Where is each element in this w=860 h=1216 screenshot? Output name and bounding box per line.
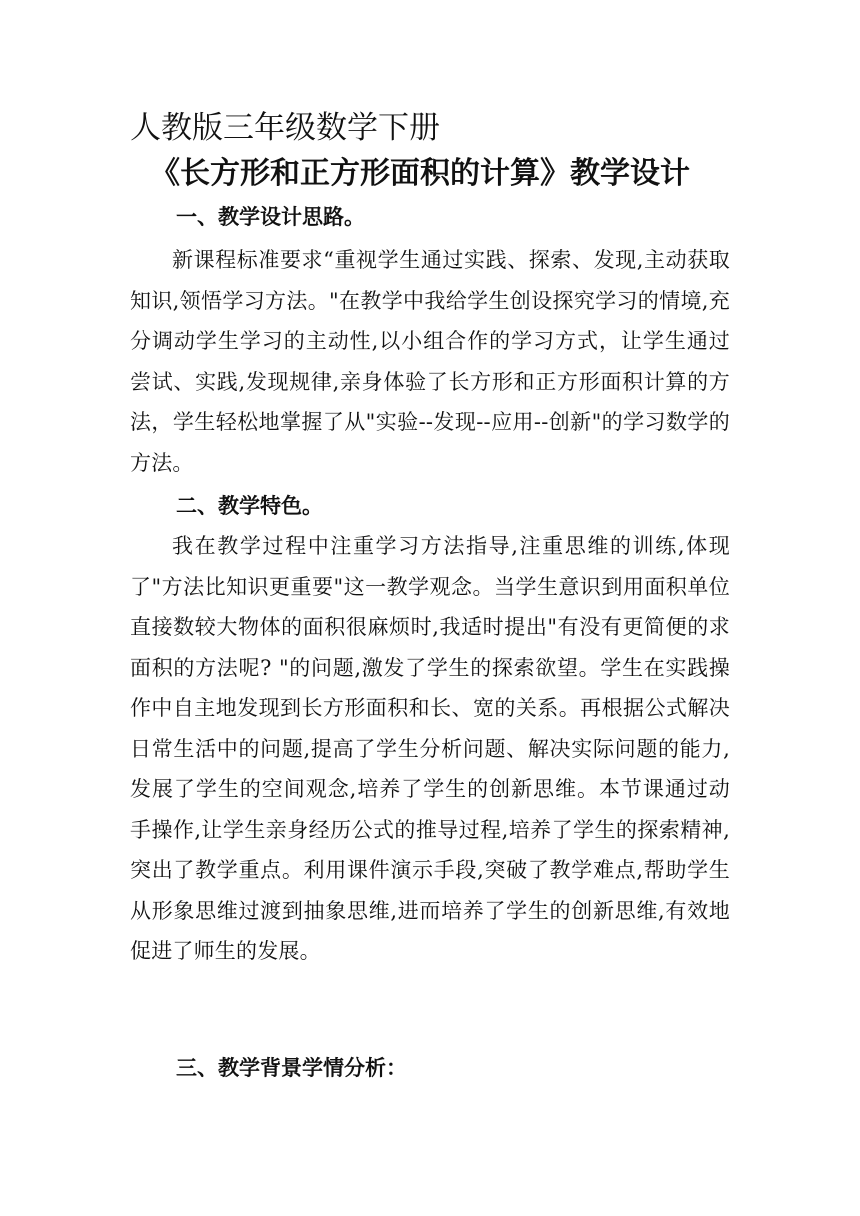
section-paragraph-design-idea: 新课程标准要求“重视学生通过实践、探索、发现,主动获取知识,领悟学习方法。"在教学中我给学生创设探究学习的情境,充分调动学生学习的主动性,以小组合作的学习方式，让学生通过尝试、实践,发现规律,亲身体验了长方形和正方形面积计算的方法，学生轻松地掌握了从"实验--发现--应用--创新"的学习数学的方法。: [130, 248, 730, 475]
section-heading-design-idea: 一、教学设计思路。: [176, 205, 365, 229]
section-heading-background: 三、教学背景学情分析：: [176, 1056, 407, 1080]
document-title-line1: 人教版三年级数学下册: [130, 110, 440, 146]
section-paragraph-features: 我在教学过程中注重学习方法指导,注重思维的训练,体现了"方法比知识更重要"这一教学观念。当学生意识到用面积单位直接数较大物体的面积很麻烦时,我适时提出"有没有更简便的求面积的方法呢? "的问题,激发了学生的探索欲望。学生在实践操作中自主地发现到长方形面积和长、宽的关系。再根据公式解决日常生活中的问题,提高了学生分析问题、解决实际问题的能力,发展了学生的空间观念,培养了学生的创新思维。本节课通过动手操作,让学生亲身经历公式的推导过程,培养了学生的探索精神,突出了教学重点。利用课件演示手段,突破了教学难点,帮助学生从形象思维过渡到抽象思维,进而培养了学生的创新思维,有效地促进了师生的发展。: [130, 534, 730, 963]
document-title-line2: 《长方形和正方形面积的计算》教学设计: [150, 156, 690, 191]
section-heading-features: 二、教学特色。: [176, 494, 323, 518]
